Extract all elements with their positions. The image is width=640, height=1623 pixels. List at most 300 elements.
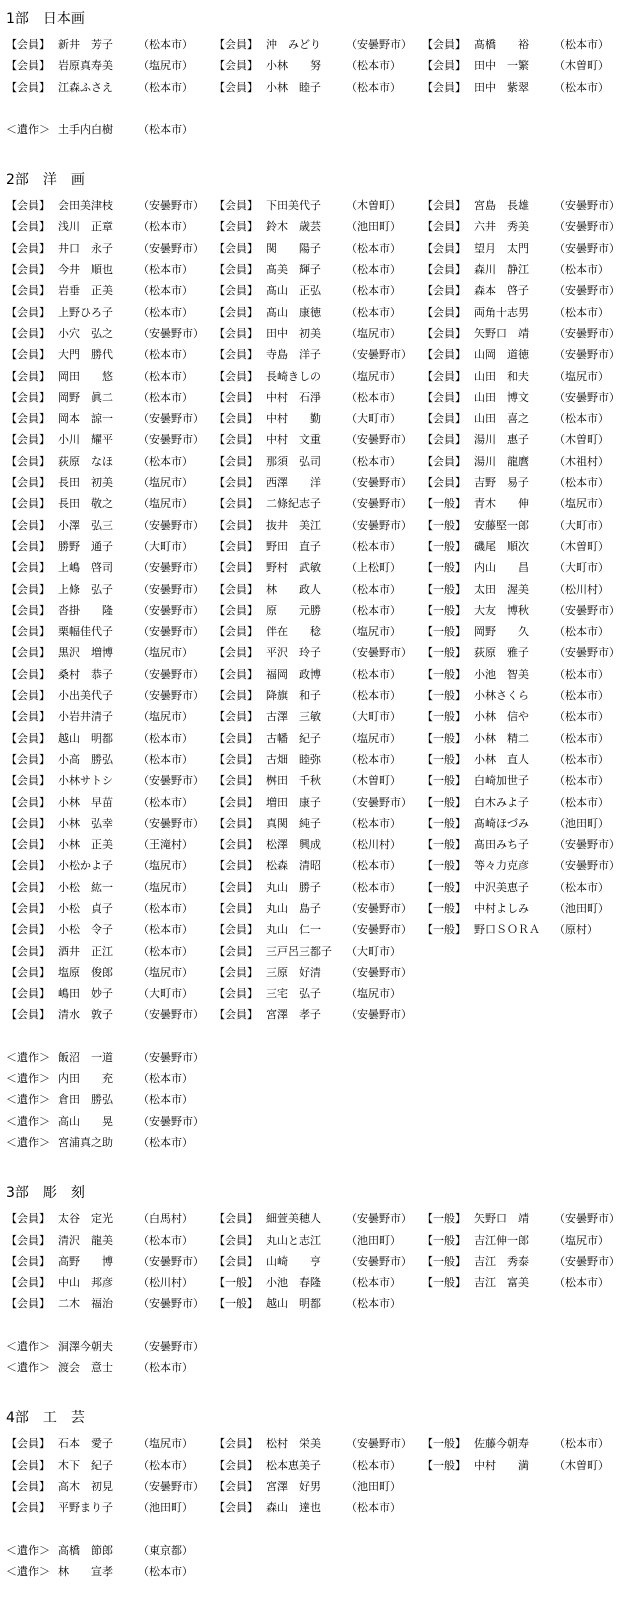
- exhibitor-name: 高木 初見: [58, 1479, 113, 1493]
- membership-tag: 【会員】: [6, 901, 50, 915]
- membership-tag: 【会員】: [422, 348, 466, 362]
- exhibitor-city: （安曇野市）: [138, 561, 204, 575]
- exhibitor-entry: [214, 408, 401, 429]
- exhibitor-name: 丸山 仁一: [266, 923, 321, 937]
- member-row: [6, 621, 638, 642]
- exhibitor-entry: [422, 579, 609, 600]
- exhibitor-name: 上條 弘子: [58, 582, 113, 596]
- membership-tag: 【会員】: [6, 305, 50, 319]
- exhibitor-entry: [6, 216, 193, 237]
- exhibitor-city: （松本市）: [138, 1361, 193, 1375]
- membership-tag: 【会員】: [214, 859, 258, 873]
- exhibitor-name: 宮島 長雄: [474, 199, 529, 213]
- membership-tag: 【会員】: [214, 987, 258, 1001]
- membership-tag: 【一般】: [422, 582, 466, 596]
- membership-tag: 【一般】: [422, 1212, 466, 1226]
- exhibitor-entry: [6, 1540, 193, 1561]
- exhibitor-name: 小川 耀平: [58, 433, 113, 447]
- exhibitor-city: （塩尻市）: [138, 710, 193, 724]
- exhibitor-entry: [422, 536, 609, 557]
- exhibitor-entry: [6, 1111, 204, 1132]
- exhibitor-entry: [6, 408, 204, 429]
- membership-tag: 【会員】: [214, 1458, 258, 1472]
- exhibitor-entry: [422, 344, 620, 365]
- membership-tag: 【会員】: [214, 1212, 258, 1226]
- exhibitor-name: 松本恵美子: [266, 1458, 321, 1472]
- membership-tag: 【会員】: [214, 1008, 258, 1022]
- exhibitor-name: 降旗 和子: [266, 689, 321, 703]
- membership-tag: 【一般】: [422, 731, 466, 745]
- exhibitor-name: 山崎 亨: [266, 1254, 321, 1268]
- exhibitor-city: （松川村）: [554, 582, 609, 596]
- membership-tag: 【会員】: [214, 838, 258, 852]
- membership-tag: 【会員】: [6, 497, 50, 511]
- membership-tag: 【会員】: [214, 326, 258, 340]
- exhibitor-name: 福岡 政博: [266, 667, 321, 681]
- exhibitor-city: （大町市）: [554, 518, 609, 532]
- exhibitor-city: （安曇野市）: [346, 1212, 412, 1226]
- member-row: [6, 898, 638, 919]
- exhibitor-city: （大町市）: [346, 412, 401, 426]
- exhibitor-entry: [6, 621, 204, 642]
- exhibitor-entry: [214, 642, 412, 663]
- exhibitor-entry: [214, 728, 401, 749]
- exhibitor-entry: [6, 259, 193, 280]
- exhibitor-name: 髙山 正弘: [266, 284, 321, 298]
- exhibitor-city: （松本市）: [346, 603, 401, 617]
- exhibitor-entry: [6, 877, 193, 898]
- exhibitor-city: （塩尻市）: [138, 646, 193, 660]
- exhibitor-city: （木曽町）: [554, 59, 609, 73]
- exhibitor-entry: [6, 515, 204, 536]
- exhibitor-city: （白馬村）: [138, 1212, 193, 1226]
- exhibitor-entry: [422, 898, 609, 919]
- membership-tag: 【会員】: [422, 305, 466, 319]
- exhibitor-entry: [6, 344, 193, 365]
- exhibitor-name: 伴在 稔: [266, 625, 321, 639]
- member-row: [6, 493, 638, 514]
- membership-tag: 【一般】: [422, 689, 466, 703]
- exhibitor-name: 岡野 眞二: [58, 390, 113, 404]
- membership-tag: 【会員】: [6, 1233, 50, 1247]
- membership-tag: 【会員】: [214, 518, 258, 532]
- membership-tag: 【会員】: [6, 880, 50, 894]
- exhibitor-name: 木下 紀子: [58, 1458, 113, 1472]
- membership-tag: 【会員】: [422, 433, 466, 447]
- exhibitor-city: （安曇野市）: [138, 412, 204, 426]
- exhibitor-entry: [6, 642, 193, 663]
- exhibitor-city: （安曇野市）: [554, 859, 620, 873]
- section-title-text: 1部 日本画: [6, 11, 85, 27]
- membership-tag: ＜遺作＞: [6, 122, 50, 136]
- exhibitor-city: （松本市）: [138, 923, 193, 937]
- exhibitor-entry: [214, 813, 401, 834]
- member-row: [6, 259, 638, 280]
- exhibitor-city: （松本市）: [138, 731, 193, 745]
- exhibitor-name: 野田 直子: [266, 539, 321, 553]
- exhibitor-entry: [214, 706, 401, 727]
- exhibitor-entry: [6, 855, 193, 876]
- membership-tag: 【会員】: [214, 795, 258, 809]
- membership-tag: ＜遺作＞: [6, 1114, 50, 1128]
- membership-tag: 【会員】: [6, 220, 50, 234]
- exhibitor-name: 荻原 なほ: [58, 454, 113, 468]
- exhibitor-name: 中村 石淨: [266, 390, 321, 404]
- exhibitor-city: （安曇野市）: [138, 1339, 204, 1353]
- membership-tag: 【会員】: [6, 1479, 50, 1493]
- membership-tag: 【一般】: [422, 838, 466, 852]
- membership-tag: 【会員】: [214, 497, 258, 511]
- exhibitor-city: （松本市）: [346, 1297, 401, 1311]
- membership-tag: ＜遺作＞: [6, 1361, 50, 1375]
- member-row: [6, 706, 638, 727]
- exhibitor-name: 矢野口 靖: [474, 326, 529, 340]
- membership-tag: 【会員】: [6, 412, 50, 426]
- exhibitor-entry: [6, 1336, 204, 1357]
- exhibitor-entry: [6, 600, 204, 621]
- membership-tag: 【会員】: [214, 752, 258, 766]
- exhibitor-name: 丸山 勝子: [266, 880, 321, 894]
- exhibitor-entry: [6, 472, 193, 493]
- exhibitor-entry: [422, 770, 609, 791]
- exhibitor-name: 田中 初美: [266, 326, 321, 340]
- exhibitor-name: 二條紀志子: [266, 497, 321, 511]
- membership-tag: 【会員】: [6, 1501, 50, 1515]
- exhibitor-city: （松本市）: [138, 901, 193, 915]
- exhibitor-entry: [214, 834, 401, 855]
- exhibitor-name: 寺島 洋子: [266, 348, 321, 362]
- exhibitor-entry: [214, 451, 401, 472]
- exhibitor-name: 山田 博文: [474, 390, 529, 404]
- membership-tag: 【会員】: [214, 433, 258, 447]
- exhibitor-city: （松本市）: [346, 667, 401, 681]
- membership-tag: 【会員】: [422, 454, 466, 468]
- exhibitor-city: （松本市）: [554, 880, 609, 894]
- exhibitor-city: （松本市）: [554, 263, 609, 277]
- exhibitor-name: 三原 好清: [266, 965, 321, 979]
- exhibitor-city: （松本市）: [346, 752, 401, 766]
- exhibitor-entry: [6, 323, 204, 344]
- exhibitor-city: （大町市）: [554, 561, 609, 575]
- exhibitor-entry: [422, 557, 609, 578]
- exhibitor-city: （松本市）: [346, 241, 401, 255]
- exhibitor-name: 上野ひろ子: [58, 305, 113, 319]
- exhibitor-name: 江森ふさえ: [58, 80, 113, 94]
- exhibitor-city: （安曇野市）: [346, 348, 412, 362]
- member-row: [6, 962, 638, 983]
- membership-tag: 【会員】: [6, 859, 50, 873]
- exhibitor-name: 六井 秀美: [474, 220, 529, 234]
- membership-tag: 【会員】: [6, 1008, 50, 1022]
- membership-tag: 【一般】: [422, 646, 466, 660]
- membership-tag: 【会員】: [214, 199, 258, 213]
- member-row: [6, 387, 638, 408]
- membership-tag: 【会員】: [214, 1479, 258, 1493]
- exhibitor-name: 清水 敦子: [58, 1008, 113, 1022]
- exhibitor-city: （松本市）: [346, 263, 401, 277]
- exhibitor-city: （松本市）: [346, 689, 401, 703]
- exhibitor-city: （松本市）: [554, 1437, 609, 1451]
- exhibitor-name: 等々力克彦: [474, 859, 529, 873]
- exhibitor-name: 丸山と志江: [266, 1233, 321, 1247]
- exhibitor-city: （塩尻市）: [138, 476, 193, 490]
- exhibitor-city: （安曇野市）: [346, 38, 412, 51]
- membership-tag: 【会員】: [422, 199, 466, 213]
- exhibitor-name: 中村 勤: [266, 412, 321, 426]
- exhibitor-city: （安曇野市）: [138, 241, 204, 255]
- exhibitor-entry: [422, 387, 620, 408]
- exhibitor-name: 小林 精二: [474, 731, 529, 745]
- membership-tag: 【会員】: [214, 38, 258, 51]
- exhibitor-entry: [214, 1004, 412, 1025]
- exhibitor-entry: [6, 77, 193, 98]
- exhibitor-name: 今井 順也: [58, 263, 113, 277]
- membership-tag: 【会員】: [6, 774, 50, 788]
- exhibitor-city: （松本市）: [346, 454, 401, 468]
- exhibitor-city: （松本市）: [138, 122, 193, 136]
- spacer: [6, 1519, 638, 1540]
- exhibitor-name: 岡本 諒一: [58, 412, 113, 426]
- member-row: [6, 55, 638, 76]
- member-row: [6, 1251, 638, 1272]
- exhibitor-entry: [422, 728, 609, 749]
- exhibitor-entry: [422, 280, 620, 301]
- membership-tag: 【会員】: [6, 59, 50, 73]
- exhibitor-entry: [6, 706, 193, 727]
- membership-tag: 【会員】: [214, 539, 258, 553]
- exhibitor-entry: [214, 983, 401, 1004]
- exhibitor-entry: [6, 1476, 204, 1497]
- exhibitor-city: （安曇野市）: [554, 348, 620, 362]
- membership-tag: 【一般】: [422, 795, 466, 809]
- membership-tag: 【会員】: [214, 923, 258, 937]
- section-title: [6, 4, 638, 34]
- exhibitor-city: （松本市）: [138, 305, 193, 319]
- exhibitor-city: （松本市）: [554, 710, 609, 724]
- exhibitor-city: （塩尻市）: [346, 731, 401, 745]
- exhibitor-city: （松本市）: [138, 348, 193, 362]
- exhibitor-name: 小穴 弘之: [58, 326, 113, 340]
- membership-tag: 【会員】: [214, 816, 258, 830]
- exhibitor-city: （松本市）: [346, 582, 401, 596]
- exhibitor-city: （松本市）: [346, 59, 401, 73]
- exhibitor-name: 白木みよ子: [474, 795, 529, 809]
- membership-tag: 【会員】: [6, 603, 50, 617]
- exhibitor-city: （松本市）: [554, 80, 609, 94]
- exhibitor-city: （東京都）: [138, 1543, 193, 1557]
- exhibitor-city: （上松町）: [346, 561, 401, 575]
- exhibitor-entry: [6, 834, 193, 855]
- exhibitor-entry: [214, 1433, 412, 1454]
- member-row: [6, 941, 638, 962]
- exhibitor-name: 土手内白樹: [58, 122, 113, 136]
- exhibitor-city: （松本市）: [346, 1501, 401, 1515]
- exhibitor-city: （安曇野市）: [138, 199, 204, 213]
- exhibitor-entry: [6, 1272, 193, 1293]
- section-2: [6, 165, 638, 1174]
- exhibitor-name: 野村 武敏: [266, 561, 321, 575]
- membership-tag: ＜遺作＞: [6, 1072, 50, 1086]
- exhibitor-name: 中沢美恵子: [474, 880, 529, 894]
- posthumous-row: [6, 1111, 638, 1132]
- exhibitor-name: 小高 勝弘: [58, 752, 113, 766]
- exhibitor-name: 小林 努: [266, 59, 321, 73]
- membership-tag: 【会員】: [422, 220, 466, 234]
- membership-tag: ＜遺作＞: [6, 1050, 50, 1064]
- exhibitor-city: （松本市）: [554, 731, 609, 745]
- exhibitor-entry: [6, 813, 204, 834]
- exhibitor-city: （木曽町）: [554, 539, 609, 553]
- membership-tag: 【会員】: [422, 263, 466, 277]
- exhibitor-name: 沓掛 隆: [58, 603, 113, 617]
- membership-tag: 【会員】: [214, 305, 258, 319]
- membership-tag: ＜遺作＞: [6, 1543, 50, 1557]
- exhibitor-entry: [422, 877, 609, 898]
- membership-tag: 【会員】: [6, 1458, 50, 1472]
- exhibitor-name: 丸山 島子: [266, 901, 321, 915]
- membership-tag: 【会員】: [6, 582, 50, 596]
- exhibitor-city: （松本市）: [138, 263, 193, 277]
- exhibitor-city: （塩尻市）: [138, 859, 193, 873]
- exhibitor-city: （塩尻市）: [138, 965, 193, 979]
- exhibitor-entry: [6, 728, 193, 749]
- exhibitor-entry: [422, 642, 620, 663]
- member-row: [6, 664, 638, 685]
- exhibitor-city: （松本市）: [138, 80, 193, 94]
- exhibitor-name: 高橋 節郎: [58, 1543, 113, 1557]
- membership-tag: 【一般】: [422, 625, 466, 639]
- exhibitor-city: （塩尻市）: [554, 497, 609, 511]
- exhibitor-name: 小松かよ子: [58, 859, 113, 873]
- membership-tag: 【会員】: [6, 80, 50, 94]
- exhibitor-entry: [214, 472, 412, 493]
- exhibitor-city: （安曇野市）: [346, 923, 412, 937]
- exhibitor-name: 野口ＳＯＲＡ: [474, 923, 540, 937]
- membership-tag: 【会員】: [6, 795, 50, 809]
- exhibitor-city: （安曇野市）: [346, 433, 412, 447]
- exhibitor-entry: [214, 344, 412, 365]
- exhibitor-city: （安曇野市）: [554, 1254, 620, 1268]
- member-row: [6, 34, 638, 55]
- exhibitor-city: （木曽町）: [554, 1458, 609, 1472]
- exhibitor-entry: [6, 898, 193, 919]
- exhibitor-name: 松村 栄美: [266, 1437, 321, 1451]
- section-title-text: 2部 洋 画: [6, 172, 85, 189]
- member-row: [6, 1455, 638, 1476]
- exhibitor-entry: [422, 1433, 609, 1454]
- exhibitor-entry: [6, 493, 193, 514]
- membership-tag: 【会員】: [214, 59, 258, 73]
- exhibitor-name: 内田 充: [58, 1072, 113, 1086]
- member-row: [6, 877, 638, 898]
- exhibitor-city: （松川村）: [346, 838, 401, 852]
- exhibitor-name: 沖 みどり: [266, 38, 321, 51]
- exhibitor-name: 髙崎ほづみ: [474, 816, 529, 830]
- exhibitor-city: （塩尻市）: [138, 1437, 193, 1451]
- exhibitor-name: 桑村 恭子: [58, 667, 113, 681]
- exhibitor-entry: [214, 557, 401, 578]
- membership-tag: 【一般】: [422, 497, 466, 511]
- membership-tag: 【一般】: [422, 539, 466, 553]
- exhibitor-entry: [214, 621, 401, 642]
- membership-tag: 【会員】: [6, 1437, 50, 1451]
- membership-tag: 【会員】: [6, 944, 50, 958]
- membership-tag: 【一般】: [422, 1458, 466, 1472]
- exhibitor-city: （松本市）: [554, 689, 609, 703]
- membership-tag: 【会員】: [422, 80, 466, 94]
- exhibitor-name: 清沢 龍美: [58, 1233, 113, 1247]
- exhibitor-entry: [6, 238, 204, 259]
- exhibitor-entry: [6, 1251, 204, 1272]
- membership-tag: 【一般】: [422, 774, 466, 788]
- exhibitor-name: 小林 直人: [474, 752, 529, 766]
- membership-tag: 【会員】: [422, 38, 466, 51]
- exhibitor-city: （松本市）: [138, 38, 193, 51]
- exhibitor-city: （安曇野市）: [346, 965, 412, 979]
- spacer: [6, 98, 638, 119]
- exhibitor-city: （松本市）: [138, 944, 193, 958]
- exhibitor-name: 関 陽子: [266, 241, 321, 255]
- membership-tag: 【一般】: [422, 1233, 466, 1247]
- membership-tag: 【会員】: [6, 199, 50, 213]
- exhibitor-entry: [6, 1497, 193, 1518]
- member-row: [6, 642, 638, 663]
- membership-tag: 【会員】: [6, 38, 50, 51]
- exhibitor-name: 小林 信や: [474, 710, 529, 724]
- exhibitor-city: （松本市）: [554, 1276, 609, 1290]
- spacer: [6, 1378, 638, 1399]
- exhibitor-name: 小松 令子: [58, 923, 113, 937]
- exhibitor-entry: [214, 259, 401, 280]
- exhibitor-name: 岩垂 正美: [58, 284, 113, 298]
- member-row: [6, 1497, 638, 1518]
- exhibitor-city: （松本市）: [138, 1093, 193, 1107]
- membership-tag: 【会員】: [6, 454, 50, 468]
- posthumous-row: [6, 1047, 638, 1068]
- exhibitor-city: （松本市）: [346, 1276, 401, 1290]
- section-title-text: 4部 工 芸: [6, 1410, 85, 1427]
- membership-tag: 【会員】: [214, 880, 258, 894]
- exhibitor-name: 増田 康子: [266, 795, 321, 809]
- membership-tag: 【会員】: [214, 561, 258, 575]
- exhibitor-city: （松本市）: [346, 390, 401, 404]
- membership-tag: ＜遺作＞: [6, 1135, 50, 1149]
- exhibitor-entry: [6, 302, 193, 323]
- exhibitor-city: （塩尻市）: [346, 326, 401, 340]
- exhibitor-name: 平野まり子: [58, 1501, 113, 1515]
- membership-tag: 【会員】: [6, 561, 50, 575]
- exhibitor-name: 石本 愛子: [58, 1437, 113, 1451]
- exhibitor-entry: [214, 579, 401, 600]
- exhibitor-entry: [6, 1455, 193, 1476]
- exhibitor-entry: [214, 323, 401, 344]
- section-4: [6, 1403, 638, 1603]
- exhibitor-city: （塩尻市）: [554, 369, 609, 383]
- exhibitor-name: 越山 明都: [58, 731, 113, 745]
- exhibitor-city: （松本市）: [138, 1135, 193, 1149]
- membership-tag: 【会員】: [214, 454, 258, 468]
- membership-tag: 【会員】: [422, 476, 466, 490]
- exhibitor-entry: [214, 919, 412, 940]
- posthumous-row: [6, 1068, 638, 1089]
- exhibitor-entry: [214, 1272, 401, 1293]
- exhibitor-entry: [6, 770, 204, 791]
- membership-tag: 【会員】: [214, 582, 258, 596]
- exhibitor-city: （大町市）: [346, 944, 401, 958]
- exhibitor-entry: [422, 1272, 609, 1293]
- exhibitor-name: 吉江 富美: [474, 1276, 529, 1290]
- exhibitor-city: （池田町）: [346, 1479, 401, 1493]
